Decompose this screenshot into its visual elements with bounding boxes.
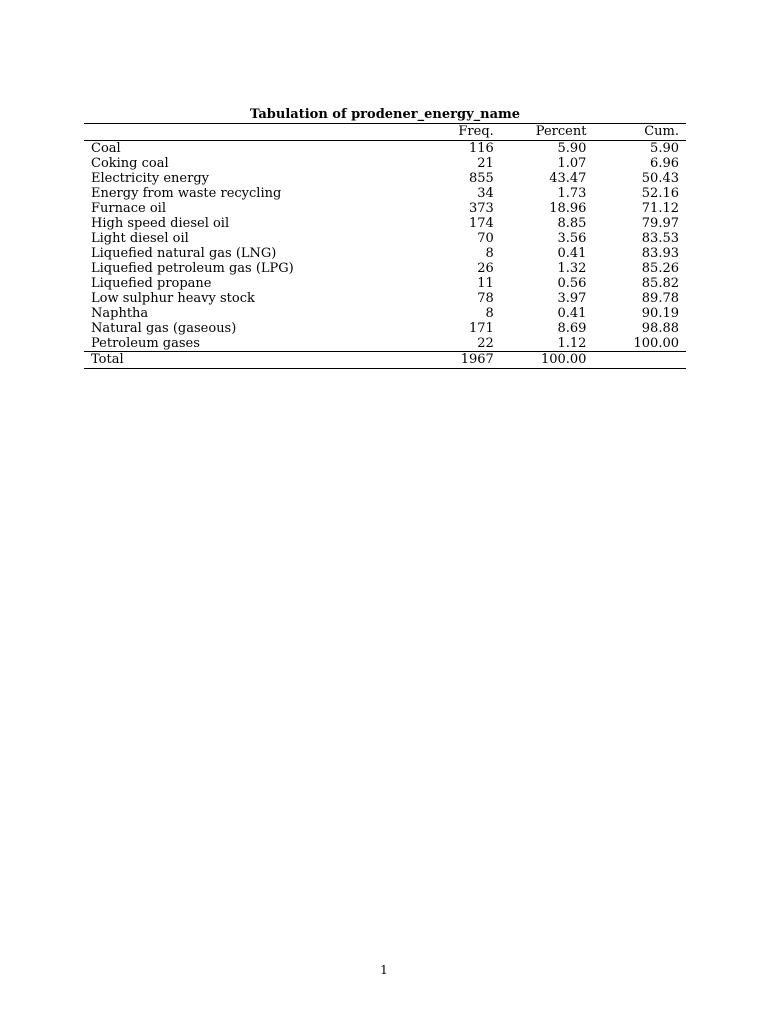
- table-row: [84, 336, 686, 352]
- header-label: [84, 124, 388, 141]
- row-cum: 52.16: [641, 186, 679, 201]
- row-label: Electricity energy: [91, 171, 209, 186]
- row-freq: 34: [477, 186, 494, 201]
- page-number: 1: [380, 963, 388, 977]
- table-row: [84, 231, 686, 246]
- row-percent: 18.96: [549, 201, 587, 216]
- table-row: [84, 291, 686, 306]
- header-cum: Cum.: [644, 124, 679, 139]
- header-percent: Percent: [535, 124, 587, 139]
- row-label: Petroleum gases: [91, 336, 200, 351]
- row-freq: 70: [477, 231, 494, 246]
- table-row: [84, 306, 686, 321]
- row-percent: 0.41: [557, 306, 587, 321]
- table-caption: Tabulation of prodener_energy_name: [249, 107, 521, 122]
- row-freq: 855: [468, 171, 494, 186]
- row-percent: 8.69: [557, 321, 587, 336]
- header-freq: Freq.: [458, 124, 494, 139]
- row-percent: 1.07: [557, 156, 587, 171]
- row-percent: 1.73: [557, 186, 587, 201]
- table-row: [84, 216, 686, 231]
- table-footer: [84, 352, 686, 369]
- row-cum: 90.19: [641, 306, 679, 321]
- row-percent: 43.47: [549, 171, 587, 186]
- row-label: Liquefied propane: [91, 276, 212, 291]
- row-cum: 5.90: [650, 141, 679, 156]
- row-freq: 78: [477, 291, 494, 306]
- row-cum: 98.88: [641, 321, 679, 336]
- row-freq: 21: [477, 156, 494, 171]
- row-freq: 11: [477, 276, 494, 291]
- row-label: Liquefied petroleum gas (LPG): [91, 261, 294, 276]
- row-label: Furnace oil: [91, 201, 166, 216]
- row-label: Low sulphur heavy stock: [91, 291, 255, 306]
- row-cum: 85.26: [641, 261, 679, 276]
- row-freq: 22: [477, 336, 494, 351]
- total-cum: [586, 352, 686, 369]
- row-label: Energy from waste recycling: [91, 186, 282, 201]
- row-percent: 3.56: [557, 231, 587, 246]
- row-percent: 5.90: [557, 141, 587, 156]
- row-cum: 50.43: [641, 171, 679, 186]
- row-cum: 83.93: [641, 246, 679, 261]
- row-cum: 85.82: [641, 276, 679, 291]
- row-freq: 174: [468, 216, 494, 231]
- row-cum: 6.96: [650, 156, 679, 171]
- row-percent: 1.12: [557, 336, 587, 351]
- row-label: Coal: [91, 141, 121, 156]
- table-row: [84, 141, 686, 157]
- row-label: Coking coal: [91, 156, 169, 171]
- table-row: [84, 171, 686, 186]
- row-freq: 26: [477, 261, 494, 276]
- row-label: Natural gas (gaseous): [91, 321, 237, 336]
- total-label: Total: [91, 352, 124, 367]
- row-label: Light diesel oil: [91, 231, 189, 246]
- table-row: [84, 261, 686, 276]
- table-row: [84, 186, 686, 201]
- row-cum: 79.97: [641, 216, 679, 231]
- row-freq: 116: [468, 141, 494, 156]
- row-cum: 89.78: [641, 291, 679, 306]
- row-cum: 71.12: [641, 201, 679, 216]
- row-freq: 8: [485, 246, 494, 261]
- table-body: [84, 141, 686, 352]
- row-percent: 3.97: [557, 291, 587, 306]
- frequency-table: [84, 123, 686, 369]
- row-percent: 0.56: [557, 276, 587, 291]
- table-row: [84, 321, 686, 336]
- total-row: [84, 352, 686, 369]
- table-row: [84, 246, 686, 261]
- row-label: High speed diesel oil: [91, 216, 230, 231]
- table-row: [84, 156, 686, 171]
- header-row: [84, 124, 686, 141]
- total-percent: 100.00: [540, 352, 587, 367]
- table-header: [84, 124, 686, 141]
- table-row: [84, 201, 686, 216]
- row-label: Liquefied natural gas (LNG): [91, 246, 277, 261]
- row-cum: 83.53: [641, 231, 679, 246]
- row-freq: 8: [485, 306, 494, 321]
- row-percent: 1.32: [557, 261, 587, 276]
- row-freq: 373: [468, 201, 494, 216]
- row-percent: 0.41: [557, 246, 587, 261]
- row-freq: 171: [468, 321, 494, 336]
- row-percent: 8.85: [557, 216, 587, 231]
- table-row: [84, 276, 686, 291]
- total-freq: 1967: [460, 352, 494, 367]
- row-cum: 100.00: [633, 336, 679, 351]
- row-label: Naphtha: [91, 306, 149, 321]
